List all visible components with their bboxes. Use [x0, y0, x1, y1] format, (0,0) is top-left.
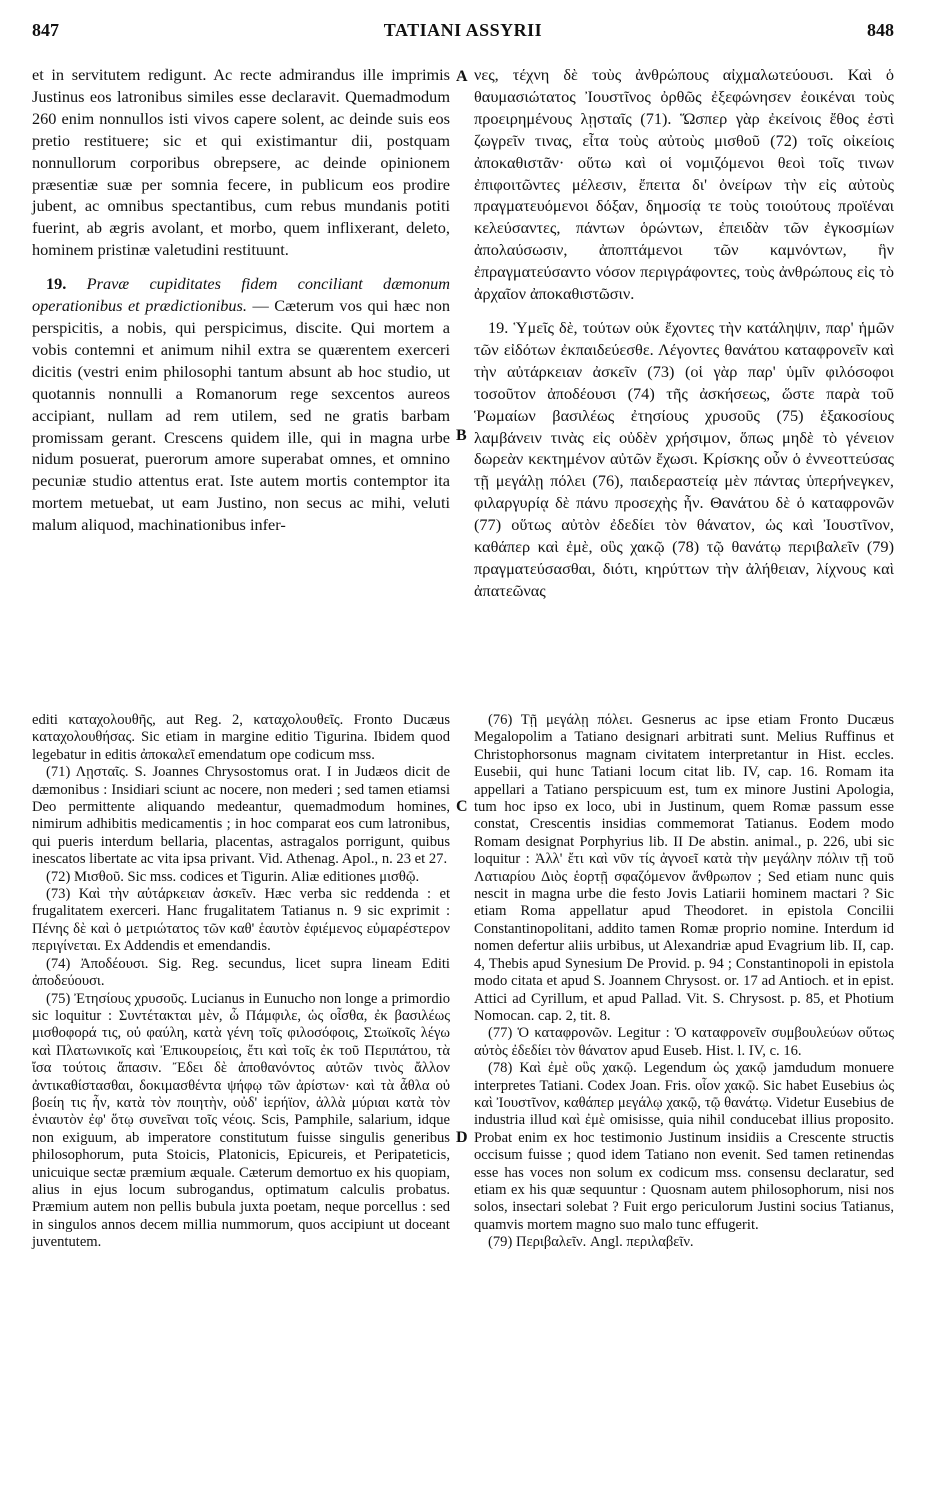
- page-number-right: 848: [867, 20, 894, 40]
- latin-paragraph: [32, 273, 450, 536]
- footnotes-right: [474, 712, 894, 1252]
- latin-paragraph: et in servitutem redigunt. Ac recte admirandus ille imprimis Justinus eos latronibus similes esse declaravit. Quemadmodum 260 enim nonnullos isti vivos capere solent, ac deinde suis eos pretio restituere; sic et qui existimantur dii, postquam nonnullorum corporibus obrepsere, ac deinde opinionem præsentiæ suæ per somnia fecere, in publicum eos prodire jubent, ac omnibus spectantibus, cum rebus mundanis potiti fuerint, ab ægris avolant, et morbo, quem inflixerant, deleto, hominem pristinæ valetudini restituunt.: [32, 65, 450, 260]
- section-title: Pravæ cupiditates fidem conciliant dæmonum operationibus et prædictionibus.: [32, 274, 450, 316]
- margin-marker-d: D: [456, 1129, 468, 1146]
- margin-marker-c: C: [456, 798, 468, 815]
- page-header: [32, 20, 894, 46]
- greek-paragraph: 19. Ὑμεῖς δὲ, τούτων οὐκ ἔχοντες τὴν κατάληψιν, παρ' ἡμῶν τῶν εἰδότων ἐκπαιδεύεσθε. Λέγοντες θανάτου καταφρονεῖν καὶ τὴν αὐτάρκειαν ἀσκεῖν (73) (οἱ γὰρ παρ' ὑμῖν φιλόσοφοι τοσοῦτον ἀποδέουσι (74) τῆς ἀσκήσεως, ὥστε παρὰ τοῦ Ῥωμαίων βασιλέως ἐτησίους χρυσοῦς (75) ἑξακοσίους λαμβάνειν τινὰς εἰς οὐδὲν χρήσιμον, ὅπως μηδὲ τὸ γένειον δωρεὰν κεκτημένον αὐτῶν ἔχωσι. Κρίσκης οὖν ὁ ἐννεοττεύσας τῇ μεγάλῃ πόλει (76), παιδεραστείᾳ μὲν πάντας ὑπερήνεγκεν, φιλαργυρίᾳ δὲ πάνυ προσεχὴς ἦν. Θανάτου δὲ ὁ καταφρονῶν (77) οὕτως αὐτὸν ἐδεδίει τὸν θάνατον, ὡς καὶ Ἰουστῖνον, καθάπερ καὶ ἐμὲ, οὓς χακῷ (78) τῷ θανάτῳ περιβαλεῖν (79) πραγματεύσασθαι, διότι, κηρύττων τὴν ἀλήθειαν, λίχνους καὶ ἀπατεῶνας: [474, 317, 894, 600]
- footnote: (76) Τῇ μεγάλῃ πόλει. Gesnerus ac ipse etiam Fronto Ducæus Megalopolim a Tatiano designari arbitrati sunt. Melius Ruffinus et Christophorsonus magnam civitatem interpretantur in Hist. eccles. Eusebii, qui hunc Tatiani locum citat lib. IV, cap. 16. Romam ita appellari a Tatiano perspicuum est, tum ex minore Justini Apologia, tum hoc ipso ex loco, ubi in Justinum, quem Romæ passum esse constat, Crescentis insidias commemorat Tatianus. Eodem modo Romam designat Porphyrius lib. II De abstin. animal., p. 226, ubi sic loquitur : Ἀλλ' ἔτι καὶ νῦν τίς ἀγνοεῖ κατὰ τὴν μεγάλην πόλιν τῇ τοῦ Λατιαρίου Διὸς ἑορτῇ σφαζόμενον ἄνθρωπον ; Sed etiam nunc quis nescit in magna urbe die festo Jovis Latiarii hominem mactari ? Sic etiam Roma appellatur apud Theodoret. in epistola Concilii Constantinopolitani, addito tamen Romæ proprio nomine. Interdum id nomen defertur aliis urbibus, ut Alexandriæ apud Evagrium lib. II, cap. 4, Thebis apud Synesium De Provid. p. 94 ; Constantinopoli in epistola modo citata et apud S. Joannem Chrysost. or. 17 ad Antioch. et in epist. Attici ad Cyrillum, et apud Pallad. Vit. S. Chrysost. p. 85, et Photium Nomocan. cap. 2, tit. 8.: [474, 712, 894, 1024]
- latin-column: [32, 64, 450, 536]
- margin-marker-b: B: [456, 427, 467, 444]
- footnote: (78) Καὶ ἐμὲ οὓς χακῷ. Legendum ὡς χακῷ jamdudum monuere interpretes Tatiani. Codex Joan. Fris. οἷον χακῷ. Sic habet Eusebius ὡς καὶ Ἰουστῖνον, καθάπερ μεγάλῳ χακῷ, τῷ θανάτῳ. Videtur Eusebius de industria illud καὶ ἐμὲ omisisse, quia nihil conducebat illius proposito. Probat enim ex hoc testimonio Justinum insidiis a Crescente structis occisum fuisse ; quod idem Tatiano non evenit. Sed tamen retinendas esse has voces non solum ex codicum mss. consensu declaratur, sed etiam ex his quæ sequuntur : Quosnam autem philosophorum, nisi nos solos, insectari solebat ? Fuit ergo periculorum Justini socius Tatianus, quamvis mortem magno suo malo tunc effugerit.: [474, 1060, 894, 1233]
- footnote: (75) Ἐτησίους χρυσοῦς. Lucianus in Eunucho non longe a primordio sic loquitur : Συντέτακται μὲν, ὦ Πάμφιλε, ὡς οἶσθα, ἐκ βασιλέως μισθοφορά τις, οὐ φαύλη, κατὰ γένη τοῖς φιλοσόφοις, Στωϊκοῖς λέγω καὶ Πλατωνικοῖς καὶ Ἐπικουρείοις, ἔτι καὶ τοῖς ἐκ τοῦ Περιπάτου, τὰ ἴσα τούτοις ἅπασιν. Ἔδει δὲ ἀποθανόντος αὐτῶν τινὸς ἄλλον ἀντικαθίστασθαι, δοκιμασθέντα ψήφῳ τῶν ἀρίστων· καὶ τὰ ἆθλα οὐ βοείη τις ἦν, κατὰ τὸν ποιητὴν, οὐδ' ἱερήϊον, ἀλλὰ μύριαι κατὰ τὸν ἐνιαυτὸν ἐφ' ὅτῳ συνεῖναι τοῖς νέοις. Scis, Pamphile, salarium, idque non exiguum, ab imperatore constitutum fuisse singulis generibus philosophorum, puta Stoicis, Platonicis, Epicureis, et Peripateticis, unicuique sectæ præmium æquale. Cæterum demortuo ex his quopiam, alius in ejus locum subrogandus, optimatum calculis probatus. Præmium autem non pellis bubula juxta poetam, neque porcellus : sed in singulos annos decem millia nummorum, quos accipiunt ut doceant juventutem.: [32, 990, 450, 1251]
- footnote: (79) Περιβαλεῖν. Angl. περιλαβεῖν.: [488, 1234, 694, 1251]
- greek-paragraph: νες, τέχνη δὲ τοὺς ἀνθρώπους αἰχμαλωτεύουσι. Καὶ ὁ θαυμασιώτατος Ἰουστῖνος ὀρθῶς ἐξεφώνησεν ἐοικέναι τοὺς προειρημένους λῃσταῖς (71). Ὥσπερ γὰρ ἐκείνοις ἔθος ἐστὶ ζωγρεῖν τινας, εἶτα τοὺς αὐτοὺς μισθοῦ (72) τοῖς οἰκείοις ἀποκαθιστᾶν· οὕτω καὶ οἱ νομιζόμενοι θεοὶ τοῖς τινων ἐπιφοιτῶντες μέλεσιν, ἔπειτα δι' ὀνείρων τὴν εἰς αὐτοὺς πραγματευόμενοι δόξαν, δημοσίᾳ τε τοὺς τοιούτους προϊέναι κελεύσαντες, πάντων ὁρώντων, ἐπειδὰν τῶν ἐγκοσμίων ἀπολαύσωσιν, ἀποπτάμενοι τῶν καμνόντων, ἣν ἐπραγματεύσαντο νόσον περιγράφοντες, τοὺς ἀνθρώπους εἰς τὸ ἀρχαῖον ἀποκαθιστῶσιν.: [474, 65, 894, 304]
- footnote: (77) Ὁ καταφρονῶν. Legitur : Ὁ καταφρονεῖν συμβουλεύων οὕτως αὐτὸς ἐδεδίει τὸν θάνατον apud Euseb. Hist. l. IV, c. 16.: [474, 1025, 894, 1059]
- latin-section-body: — Cæterum vos qui hæc non perspicitis, a nobis, qui perspicimus, discite. Qui mortem a vobis contemni et animum nihil extra se quærentem exerceri dicitis (vestri enim philosophi tantum absunt ab hoc studio, ut quotannis nonnulli a Romanorum rege sexcentos aureos accipiant, nullam ad rem utilem, sed ne gratis barbam promissam gerant. Crescens quidem ille, qui in magna urbe nidum posuerat, puerorum amore superabat omnes, et omnino pecuniæ studio attentus erat. Iste autem mortis contemptor ita mortem metuebat, ut eam Justino, non secus ac mihi, veluti malum aliquod, machinationibus infer-: [32, 296, 450, 535]
- footnote: (74) Ἀποδέουσι. Sig. Reg. secundus, licet supra lineam Editi ἀποδεύουσι.: [32, 955, 450, 990]
- running-title: TATIANI ASSYRII: [383, 20, 543, 40]
- page-number-left: 847: [32, 20, 59, 40]
- footnote: (72) Μισθοῦ. Sic mss. codices et Tigurin. Aliæ editiones μισθῷ.: [46, 868, 420, 885]
- footnote: (73) Καὶ τὴν αὐτάρκειαν ἀσκεῖν. Hæc verba sic reddenda : et frugalitatem exerceri. Hanc frugalitatem Tatianus n. 9 sic exprimit : Πένης δὲ καὶ ὁ μετριώτατος τῶν καθ' ἑαυτὸν ἐφιέμενος εὐμαρέστερον περιγίνεται. Ex Addendis et emendandis.: [32, 886, 450, 955]
- section-number: 19.: [46, 274, 67, 294]
- footnotes-left: [32, 712, 450, 1252]
- margin-marker-a: A: [456, 68, 468, 85]
- greek-column: [474, 64, 894, 602]
- footnote: (71) Λῃσταῖς. S. Joannes Chrysostomus orat. I in Judæos dicit de dæmonibus : Insidiari sciunt ac nocere, non mederi ; sed tamen etiamsi Deo permittente aliquando medeantur, quemadmodum homines, nimirum adhibitis medicamentis ; in hoc comparat eos cum latronibus, qui pueris interdum bellaria, placentas, astragalos porrigunt, quibus inescatos libertate ac vita ipsa privant. Vid. Athenag. Apol., n. 23 et 27.: [32, 764, 450, 868]
- footnote: editi καταχολουθῆς, aut Reg. 2, καταχολουθεῖς. Fronto Ducæus καταχολουθήσας. Sic etiam in margine editio Tigurina. Ibidem quod legebatur in editis ἀποκαλεῖ emendatum ope codicum mss.: [32, 712, 450, 763]
